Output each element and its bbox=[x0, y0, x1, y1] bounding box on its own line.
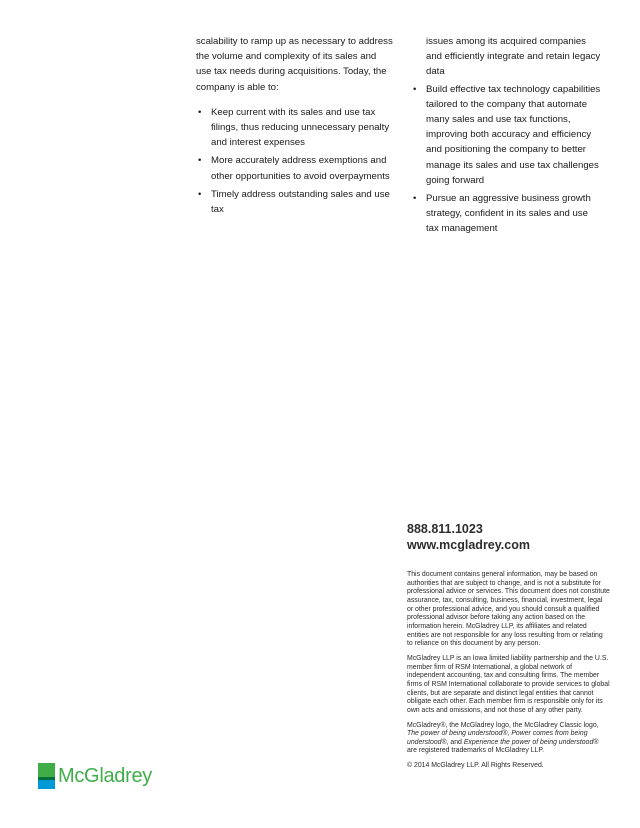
copyright-text: © 2014 McGladrey LLP. All Rights Reserved. bbox=[407, 762, 544, 770]
trademark-text bbox=[407, 722, 610, 757]
left-bullet-list bbox=[196, 105, 394, 217]
trademark-part: McGladrey®, the McGladrey logo, the McGladrey Classic logo, bbox=[407, 721, 599, 729]
tagline-italic: The power of being understood® bbox=[407, 730, 508, 738]
list-item: • More accurately address exemptions and other opportunities to avoid overpayments bbox=[196, 153, 394, 183]
list-item: • Pursue an aggressive business growth strategy, confident in its sales and use tax management bbox=[411, 191, 601, 237]
right-bullet-list bbox=[411, 82, 601, 237]
legal-block bbox=[407, 571, 610, 777]
right-column bbox=[411, 34, 601, 240]
trademark-part: are registered trademarks of McGladrey LLP. bbox=[407, 747, 544, 755]
disclaimer-text: This document contains general information, may be based on authorities that are subject to change, and is not a substitute for professional advice or services. This document does not constitute assurance, tax, consulting, business, financial, investment, legal or other professional advice, and you should consult a qualified professional advisor before taking any action based on the information herein. McGladrey LLP, its affiliates and related entities are not responsible for any loss resulting from or relating to reliance on this document by any person. bbox=[407, 571, 610, 648]
contact-block bbox=[407, 521, 530, 553]
left-column bbox=[196, 34, 394, 220]
right-continuation-text: issues among its acquired companies and efficiently integrate and retain legacy data bbox=[426, 36, 601, 78]
left-intro-paragraph: scalability to ramp up as necessary to address the volume and complexity of its sales and use tax needs during acquisitions. Today, the company is able to: bbox=[196, 36, 393, 93]
phone-number[interactable]: 888.811.1023 bbox=[407, 522, 483, 536]
list-item: • Keep current with its sales and use tax filings, thus reducing unnecessary penalty and interest expenses bbox=[196, 105, 394, 151]
about-text: McGladrey LLP is an Iowa limited liability partnership and the U.S. member firm of RSM International, a global network of independent accounting, tax and consulting firms. The member firms of RSM International collaborate to provide services to global clients, but are separate and distinct legal entities that cannot obligate each other. Each member firm is responsible only for its own acts and omissions, and not those of any other party. bbox=[407, 654, 610, 714]
logo-wordmark: McGladrey bbox=[58, 765, 152, 787]
tagline-italic: Experience the power of being understood® bbox=[463, 738, 599, 746]
tagline-italic: Power comes from being understood® bbox=[407, 730, 588, 746]
trademark-part: , bbox=[507, 730, 512, 738]
mcgladrey-logo bbox=[38, 763, 152, 789]
logo-blue-square bbox=[38, 780, 55, 789]
website-link[interactable]: www.mcgladrey.com bbox=[407, 538, 530, 552]
list-item: • Timely address outstanding sales and use tax bbox=[196, 187, 394, 217]
logo-mark-icon bbox=[38, 763, 55, 789]
list-item: • Build effective tax technology capabilities tailored to the company that automate many sales and use tax functions, improving both accuracy and efficiency and positioning the company to better manage its sales and use tax challenges going forward bbox=[411, 82, 601, 188]
trademark-part: , and bbox=[446, 738, 464, 746]
